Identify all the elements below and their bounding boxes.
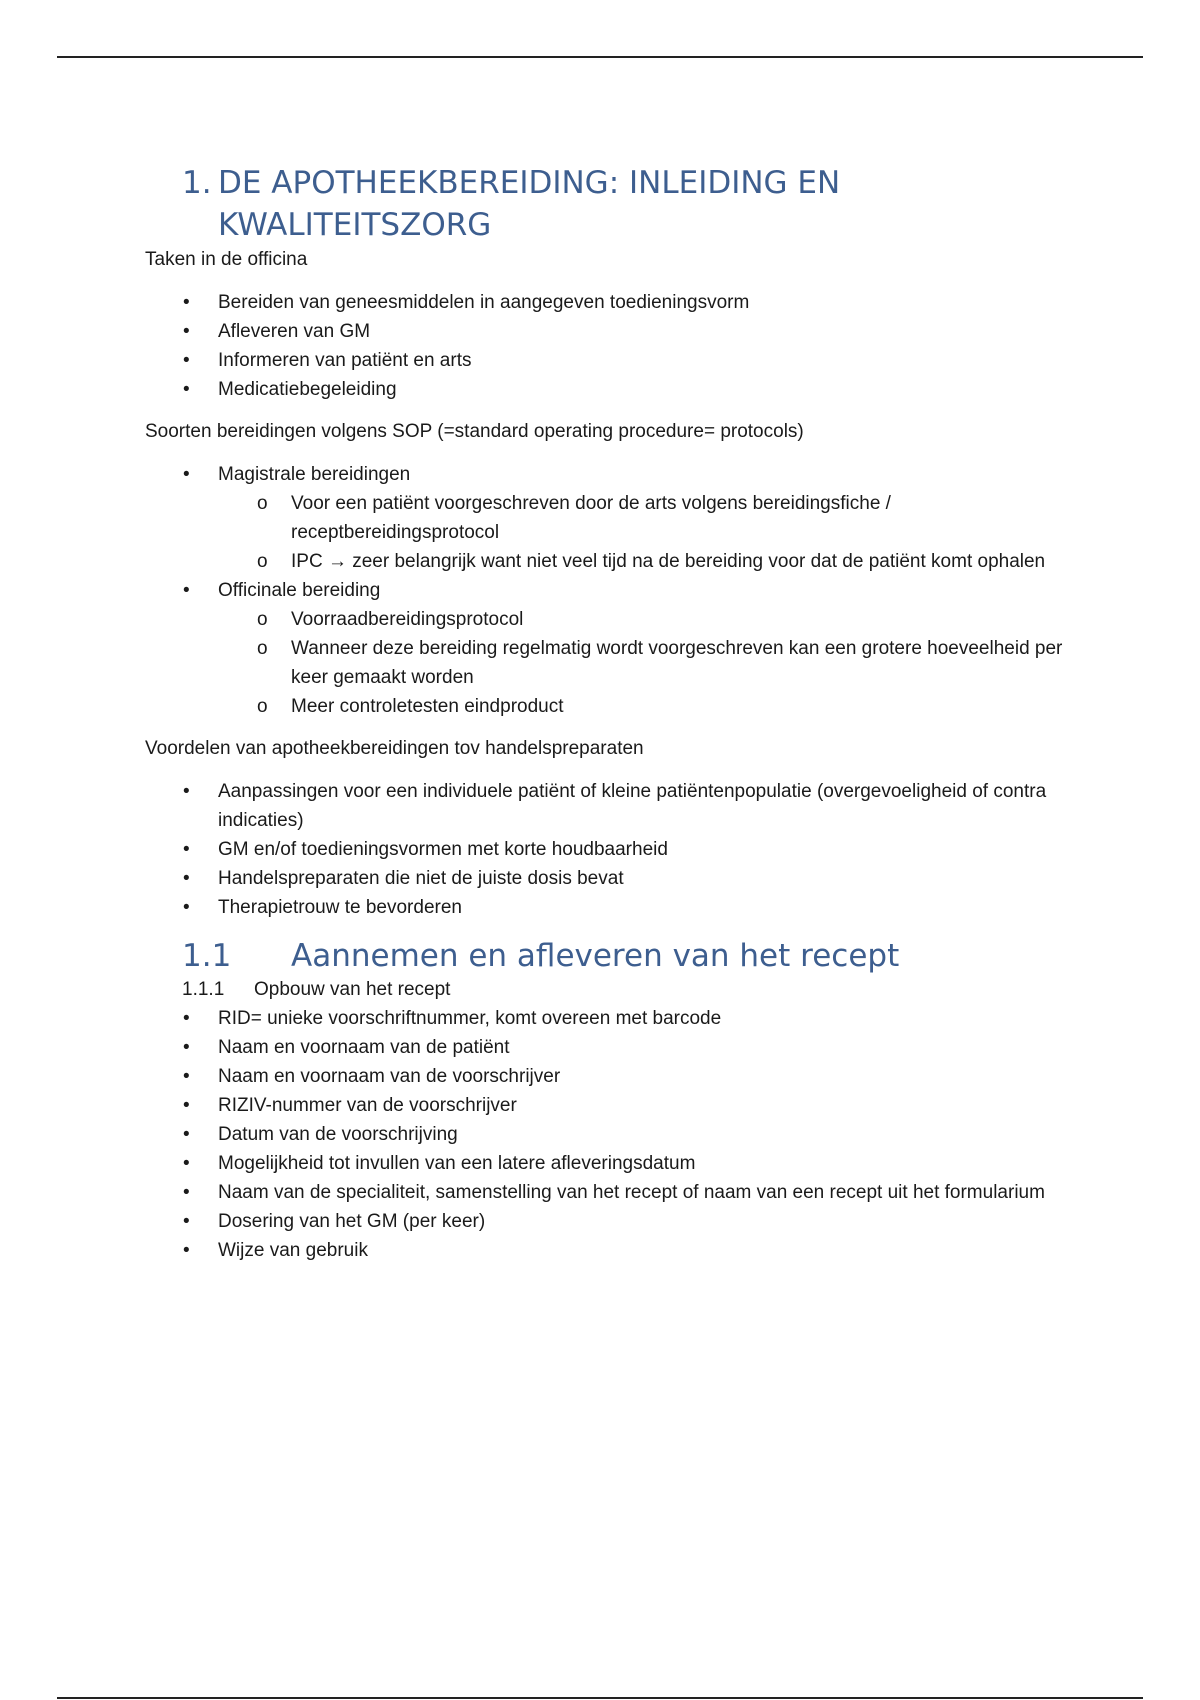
subsection-heading (182, 976, 1065, 1004)
document-page (145, 162, 1065, 1265)
list-item: • Afleveren van GM (145, 317, 1065, 346)
bullet-icon: • (183, 781, 190, 802)
list-item: • Bereiden van geneesmiddelen in aangegeven toedieningsvorm (145, 288, 1065, 317)
list-item-officinale: • Officinale bereiding o Voorraadbereidingsprotocol o Wanneer deze bereiding regelmatig wordt voorgeschreven kan een grotere hoeveelheid per keer gemaakt worden o Meer controletesten eindproduct (145, 576, 1065, 721)
sub-list-item: o Meer controletesten eindproduct (218, 692, 1065, 721)
bullet-icon: • (183, 1124, 190, 1145)
list-item: • RID= unieke voorschriftnummer, komt overeen met barcode (145, 1004, 1065, 1033)
bullet-icon: • (183, 868, 190, 889)
bullet-icon: • (183, 350, 190, 371)
bullet-icon: • (183, 897, 190, 918)
chapter-title-line1: DE APOTHEEKBEREIDING: INLEIDING EN (218, 165, 841, 201)
recept-list (145, 1004, 1065, 1265)
list-item: • Mogelijkheid tot invullen van een latere afleveringsdatum (145, 1149, 1065, 1178)
circle-bullet-icon: o (257, 551, 268, 572)
sub-list-item: o Voorraadbereidingsprotocol (218, 605, 1065, 634)
bullet-icon: • (183, 839, 190, 860)
chapter-number: 1. (182, 165, 212, 201)
voordelen-list (145, 777, 1065, 922)
circle-bullet-icon: o (257, 609, 268, 630)
list-item: • Aanpassingen voor een individuele patiënt of kleine patiëntenpopulatie (overgevoeligheid of contra indicaties) (145, 777, 1065, 835)
bullet-icon: • (183, 580, 190, 601)
chapter-heading (182, 162, 1065, 246)
bullet-icon: • (183, 1153, 190, 1174)
sub-list-item: o Voor een patiënt voorgeschreven door de arts volgens bereidingsfiche / receptbereidingsprotocol (218, 489, 1065, 547)
bullet-icon: • (183, 1037, 190, 1058)
magistrale-sublist (218, 489, 1065, 576)
taken-title: Taken in de officina (145, 249, 308, 270)
section-title: Aannemen en afleveren van het recept (291, 938, 900, 974)
footer-rule (57, 1697, 1143, 1699)
chapter-title-line2: KWALITEITSZORG (218, 207, 492, 243)
list-item: • Naam en voornaam van de voorschrijver (145, 1062, 1065, 1091)
header-rule (57, 56, 1143, 58)
list-item: • Medicatiebegeleiding (145, 375, 1065, 404)
list-item: • Therapietrouw te bevorderen (145, 893, 1065, 922)
bullet-icon: • (183, 1240, 190, 1261)
chapter-title (218, 162, 840, 246)
bullet-icon: • (183, 1182, 190, 1203)
sub-list-item: o Wanneer deze bereiding regelmatig wordt voorgeschreven kan een grotere hoeveelheid per keer gemaakt worden (218, 634, 1065, 692)
section-heading (182, 936, 1065, 976)
bullet-icon: • (183, 379, 190, 400)
soorten-title: Soorten bereidingen volgens SOP (=standard operating procedure= protocols) (145, 421, 804, 442)
circle-bullet-icon: o (257, 638, 268, 659)
bullet-icon: • (183, 464, 190, 485)
list-item: • Handelspreparaten die niet de juiste dosis bevat (145, 864, 1065, 893)
list-item: • RIZIV-nummer van de voorschrijver (145, 1091, 1065, 1120)
bullet-icon: • (183, 321, 190, 342)
bullet-icon: • (183, 292, 190, 313)
list-item: • Dosering van het GM (per keer) (145, 1207, 1065, 1236)
soorten-list (145, 460, 1065, 721)
circle-bullet-icon: o (257, 493, 268, 514)
list-item: • GM en/of toedieningsvormen met korte houdbaarheid (145, 835, 1065, 864)
list-item: • Datum van de voorschrijving (145, 1120, 1065, 1149)
officinale-sublist (218, 605, 1065, 721)
list-item-magistrale: • Magistrale bereidingen o Voor een patiënt voorgeschreven door de arts volgens bereidingsfiche / receptbereidingsprotocol o IPC → zeer belangrijk want niet veel tijd na de bereiding voor dat de patiënt komt ophalen (145, 460, 1065, 576)
circle-bullet-icon: o (257, 696, 268, 717)
sub-list-item: o IPC → zeer belangrijk want niet veel tijd na de bereiding voor dat de patiënt komt ophalen (218, 547, 1065, 576)
subsection-number: 1.1.1 (182, 979, 225, 1000)
list-item: • Naam van de specialiteit, samenstelling van het recept of naam van een recept uit het formularium (145, 1178, 1065, 1207)
list-item: • Naam en voornaam van de patiënt (145, 1033, 1065, 1062)
section-number: 1.1 (182, 938, 232, 974)
bullet-icon: • (183, 1211, 190, 1232)
subsection-title: Opbouw van het recept (254, 979, 451, 1000)
voordelen-title: Voordelen van apotheekbereidingen tov handelspreparaten (145, 738, 644, 759)
list-item: • Informeren van patiënt en arts (145, 346, 1065, 375)
bullet-icon: • (183, 1095, 190, 1116)
taken-list (145, 288, 1065, 404)
bullet-icon: • (183, 1008, 190, 1029)
bullet-icon: • (183, 1066, 190, 1087)
list-item: • Wijze van gebruik (145, 1236, 1065, 1265)
